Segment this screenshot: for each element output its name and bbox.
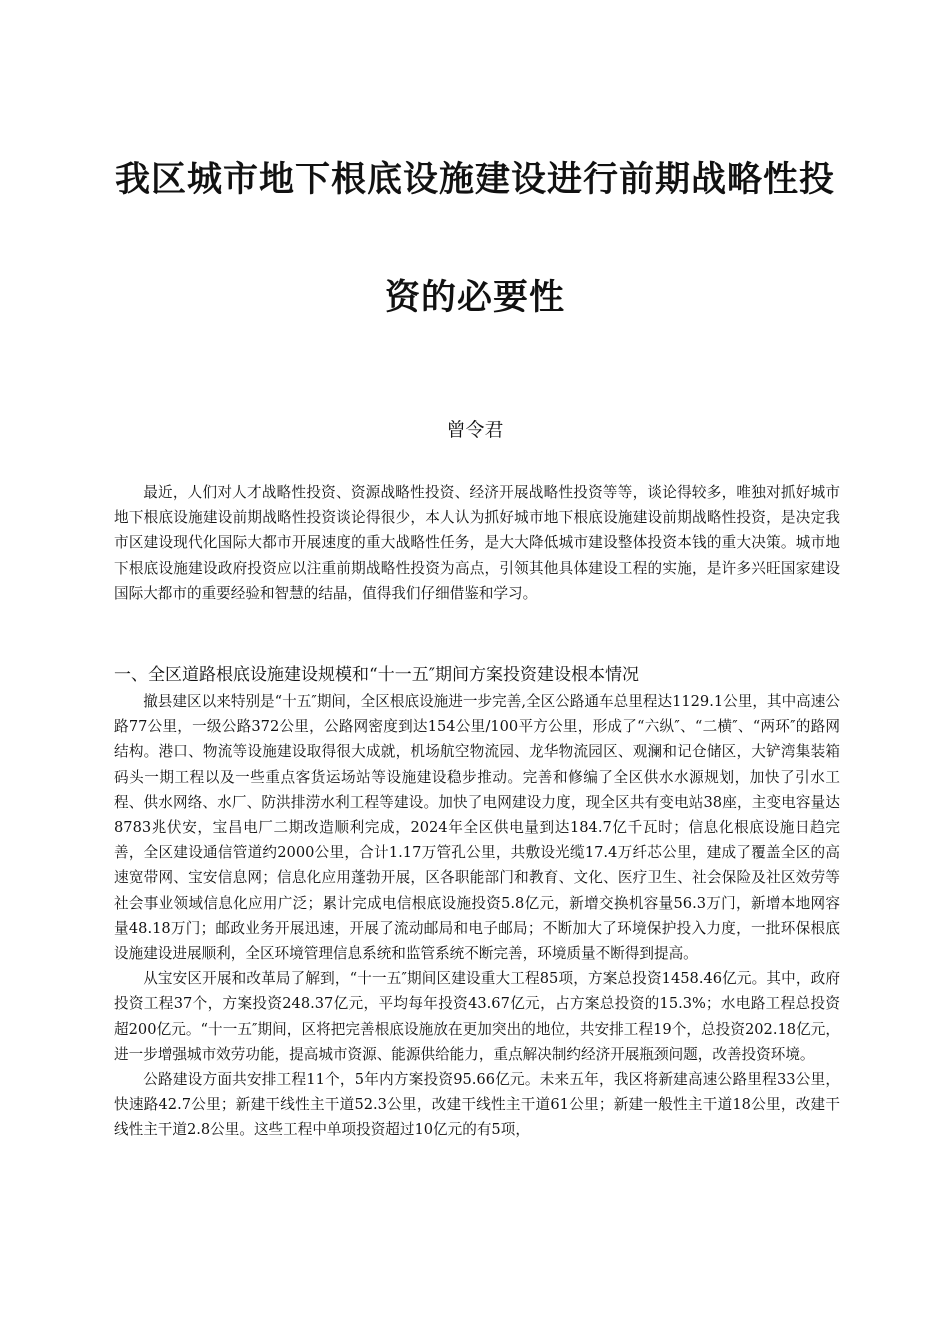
intro-paragraph: 最近，人们对人才战略性投资、资源战略性投资、经济开展战略性投资等等，谈论得较多，唯独对抓好城市地下根底设施建设前期战略性投资谈论得很少，本人认为抓好城市地下根底设施建设前期战略性投资，是决定我市区建设现代化国际大都市开展速度的重大战略性任务，是大大降低城市建设整体投资本钱的重大决策。城市地下根底设施建设政府投资应以注重前期战略性投资为高点，引领其他具体建设工程的实施，是许多兴旺国家建设国际大都市的重要经验和智慧的结晶，值得我们仔细借鉴和学习。 <box>114 484 840 602</box>
document-title-line-1: 我区城市地下根底设施建设进行前期战略性投 <box>114 160 835 200</box>
document-title-line-2: 资的必要性 <box>384 278 565 318</box>
section-1-paragraph-1: 撤县建区以来特别是“十五″期间，全区根底设施进一步完善,全区公路通车总里程达1129.1公里，其中高速公路77公里，一级公路372公里，公路网密度到达154公里/100平方公里，形成了“六纵″、“二横″、“两环″的路网结构。港口、物流等设施建设取得很大成就，机场航空物流园、龙华物流园区、观澜和记仓储区，大铲湾集装箱码头一期工程以及一些重点客货运场站等设施建设稳步推动。完善和修编了全区供水水源规划，加快了引水工程、供水网络、水厂、防洪排涝水利工程等建设。加快了电网建设力度，现全区共有变电站38座，主变电容量达8783兆伏安，宝昌电厂二期改造顺利完成，2024年全区供电量到达184.7亿千瓦时；信息化根底设施日趋完善，全区建设通信管道约2000公里，合计1.17万管孔公里，共敷设光缆17.4万纤芯公里，建成了覆盖全区的高速宽带网、宝安信息网；信息化应用蓬勃开展，区各职能部门和教育、文化、医疗卫生、社会保险及社区效劳等社会事业领域信息化应用广泛；累计完成电信根底设施投资5.8亿元，新增交换机容量56.3万门，新增本地网容量48.18万门；邮政业务开展迅速，开展了流动邮局和电子邮局；不断加大了环境保护投入力度，一批环保根底设施建设进展顺利，全区环境管理信息系统和监管系统不断完善，环境质量不断得到提高。 <box>114 693 840 963</box>
author-name: 曾令君 <box>446 419 504 441</box>
section-1-body <box>114 689 840 1143</box>
section-1-paragraph-3: 公路建设方面共安排工程11个，5年内方案投资95.66亿元。未来五年，我区将新建高速公路里程33公里，快速路42.7公里；新建干线性主干道52.3公里，改建干线性主干道61公里；新建一般性主干道18公里，改建干线性主干道2.8公里。这些工程中单项投资超过10亿元的有5项， <box>114 1071 840 1139</box>
section-1-paragraph-2: 从宝安区开展和改革局了解到，“十一五″期间区建设重大工程85项，方案总投资1458.46亿元。其中，政府投资工程37个，方案投资248.37亿元，平均每年投资43.67亿元，占方案总投资的15.3%；水电路工程总投资超200亿元。“十一五″期间，区将把完善根底设施放在更加突出的地位，共安排工程19个，总投资202.18亿元，进一步增强城市效劳功能，提高城市资源、能源供给能力，重点解决制约经济开展瓶颈问题，改善投资环境。 <box>114 970 840 1063</box>
section-1-heading: 一、全区道路根底设施建设规模和“十一五″期间方案投资建设根本情况 <box>114 665 640 685</box>
intro-section <box>114 480 840 606</box>
